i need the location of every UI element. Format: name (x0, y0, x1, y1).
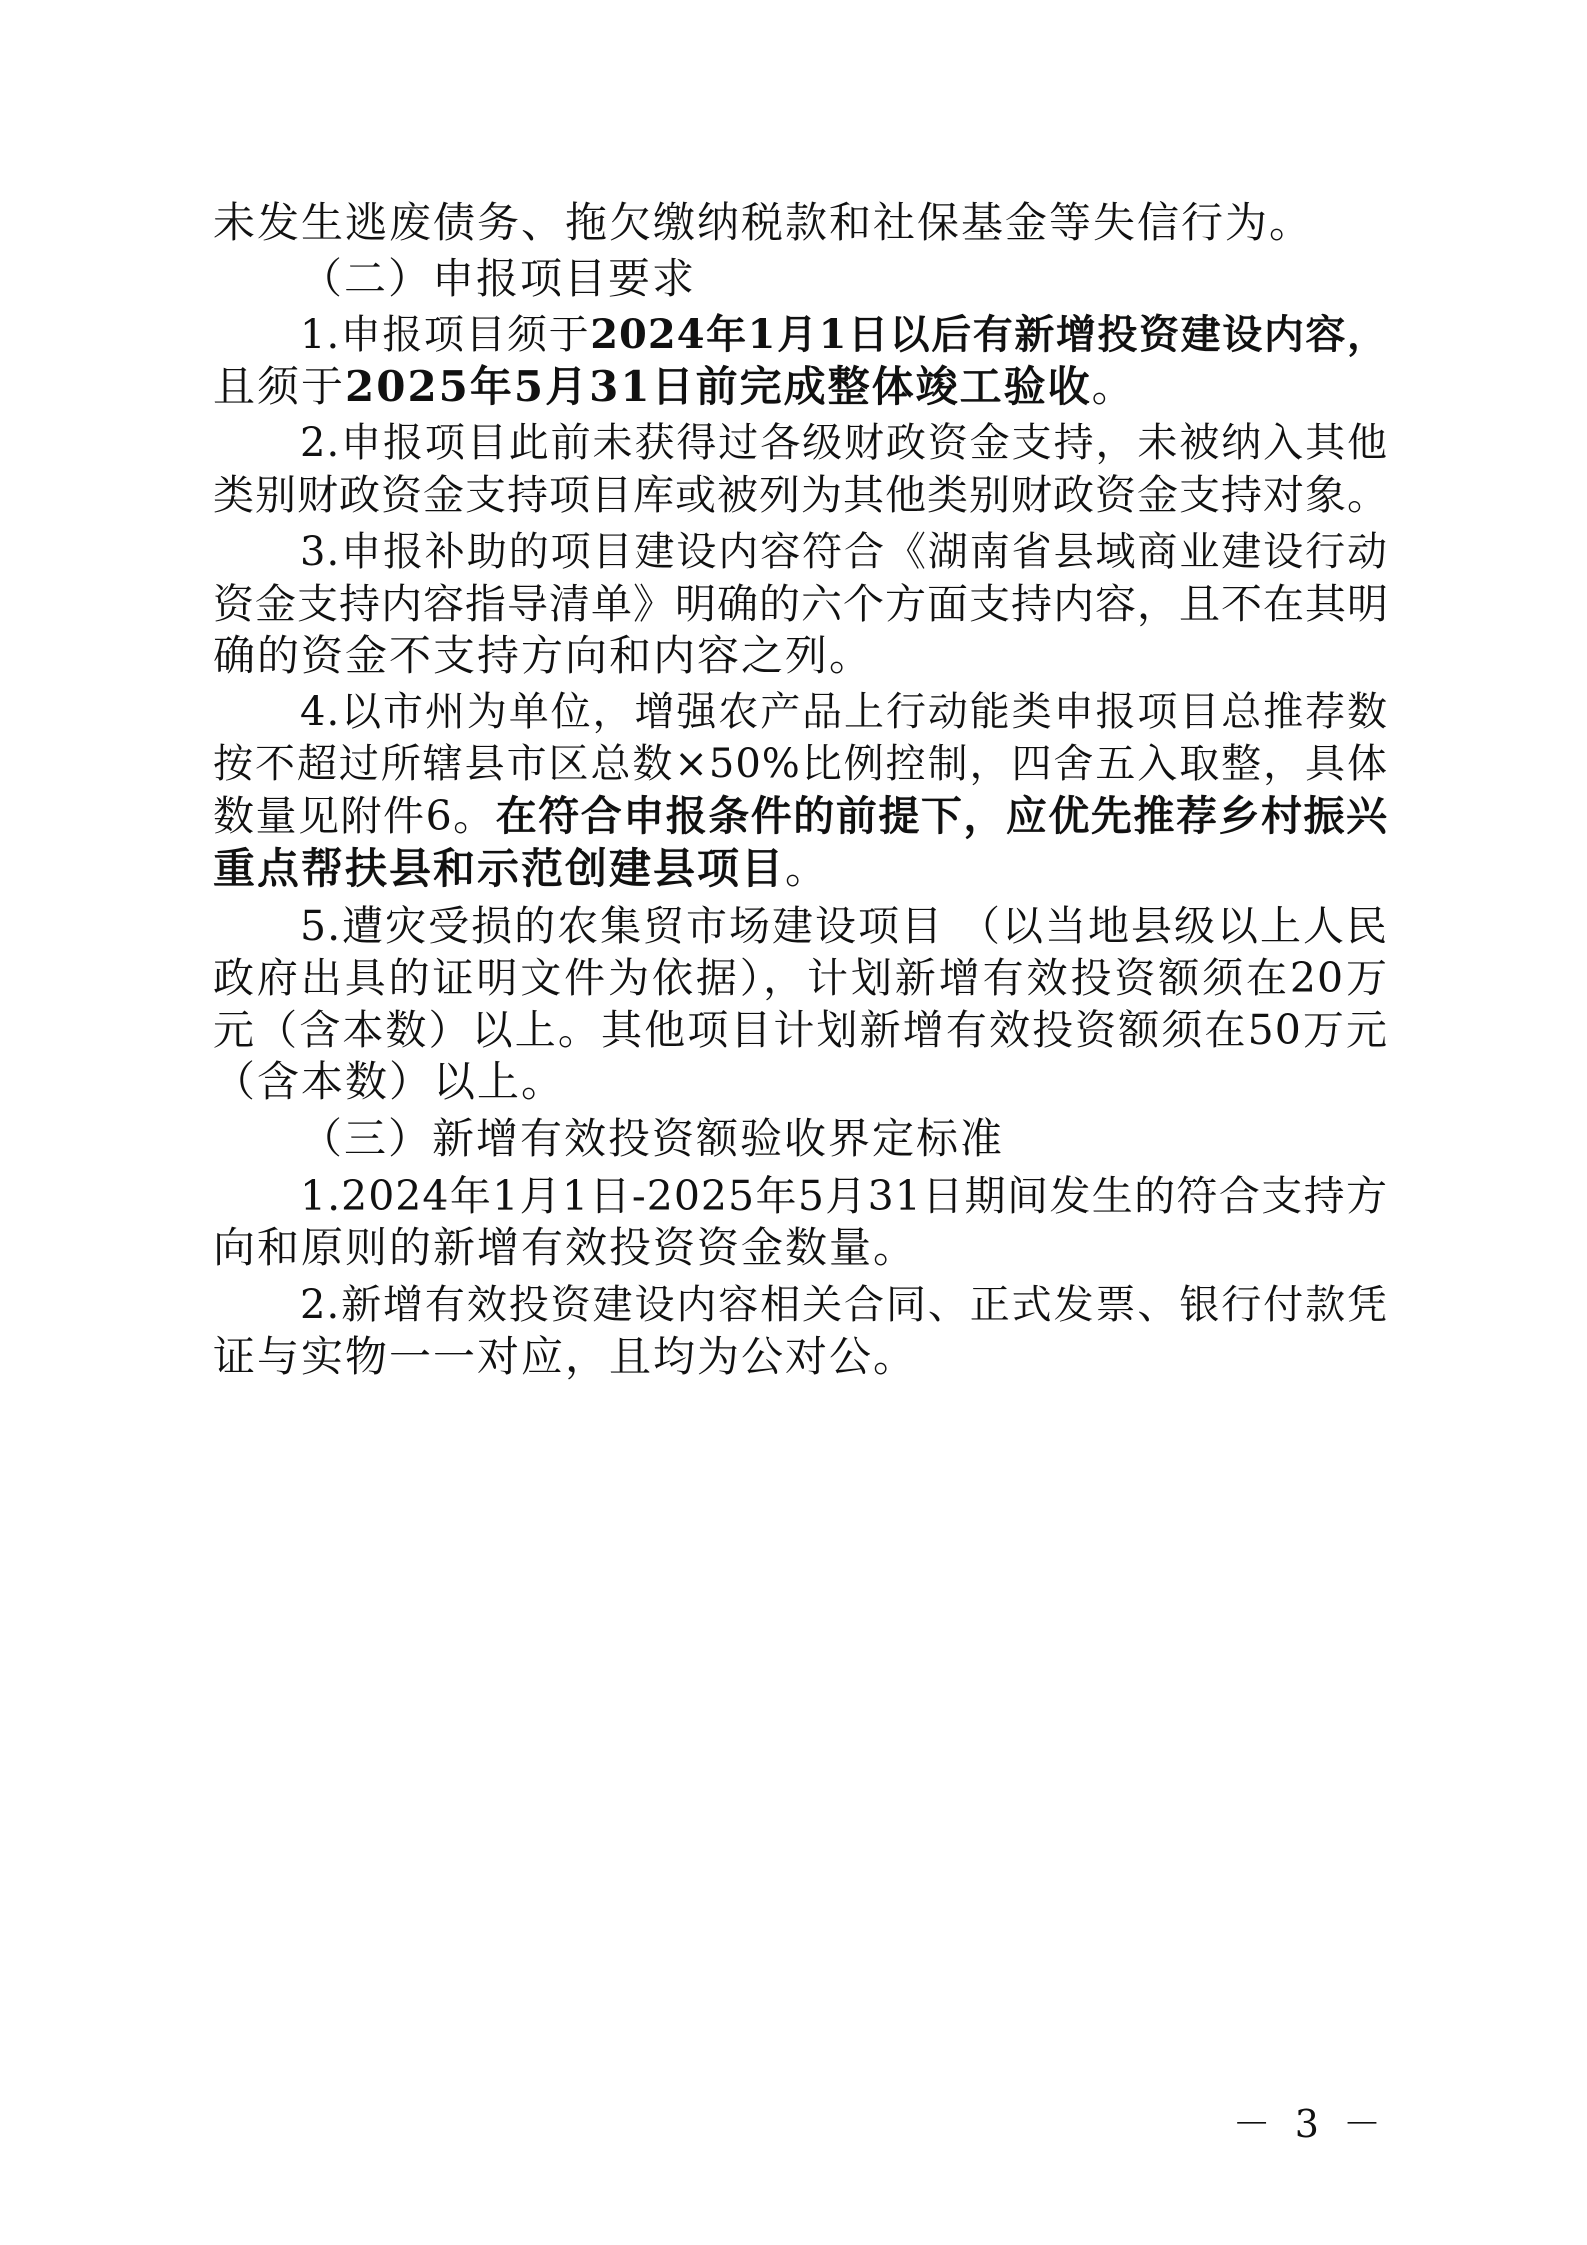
bold-text-segment: 2025年5月31日前完成整体竣工验收 (345, 362, 1092, 411)
body-text-line (300, 1170, 1388, 1222)
body-text-line (213, 1222, 1388, 1274)
body-text-line (213, 1056, 1388, 1108)
body-text-line (300, 900, 1388, 952)
text-segment: 按不超过所辖县市区总数×50%比例控制，四舍五入取整，具体 (213, 741, 1388, 787)
body-text-line (213, 790, 1388, 842)
body-text-line (300, 309, 1388, 361)
body-text-line (300, 1279, 1388, 1331)
text-segment: 3.申报补助的项目建设内容符合《湖南省县域商业建设行动 (300, 529, 1388, 575)
bold-text-segment: 2024年1月1日以后有新增投资建设内容， (590, 311, 1388, 358)
body-text-line (213, 1004, 1388, 1056)
text-segment: 证与实物一一对应，且均为公对公。 (213, 1332, 918, 1381)
body-text-line (213, 361, 1388, 413)
bold-text-segment: 在符合申报条件的前提下，应优先推荐乡村振兴 (495, 792, 1389, 840)
text-segment: 元（含本数）以上。其他项目计划新增有效投资额须在50万元 (213, 1006, 1388, 1054)
body-text-line (213, 952, 1388, 1004)
body-text-line (213, 738, 1388, 790)
text-segment: 2.新增有效投资建设内容相关合同、正式发票、银行付款凭 (300, 1282, 1388, 1328)
text-segment: 。 (1091, 362, 1136, 411)
body-text-line (213, 469, 1388, 521)
body-text-line (213, 1331, 1388, 1383)
text-segment: 。 (785, 844, 830, 893)
body-text-line (213, 578, 1388, 630)
text-segment: 4.以市州为单位，增强农产品上行动能类申报项目总推荐数 (300, 689, 1388, 735)
text-segment: 确的资金不支持方向和内容之列。 (213, 631, 874, 680)
text-segment: 向和原则的新增有效投资资金数量。 (213, 1223, 918, 1272)
body-text-line (213, 843, 1388, 895)
page-number: － 3 － (1232, 2102, 1387, 2146)
text-segment: 未发生逃废债务、拖欠缴纳税款和社保基金等失信行为。 (213, 198, 1314, 247)
text-segment: 且须于 (213, 362, 346, 411)
text-segment: （二）申报项目要求 (300, 254, 697, 303)
body-text-line (300, 686, 1388, 738)
text-segment: 5.遭灾受损的农集贸市场建设项目 （以当地县级以上人民 (300, 902, 1388, 950)
text-segment: 资金支持内容指导清单》明确的六个方面支持内容，且不在其明 (213, 580, 1389, 628)
body-text-line (300, 526, 1388, 578)
text-segment: 1.2024年1月1日-2025年5月31日期间发生的符合支持方 (300, 1172, 1388, 1220)
section-heading (300, 253, 1388, 305)
text-segment: （含本数）以上。 (213, 1057, 566, 1106)
text-segment: 类别财政资金支持项目库或被列为其他类别财政资金支持对象。 (213, 471, 1389, 519)
bold-text-segment: 重点帮扶县和示范创建县项目 (213, 844, 786, 893)
text-segment: 2.申报项目此前未获得过各级财政资金支持，未被纳入其他 (300, 420, 1388, 466)
section-heading (300, 1113, 1388, 1165)
body-text-line (213, 197, 1388, 249)
text-segment: 政府出具的证明文件为依据），计划新增有效投资额须在20万 (213, 954, 1388, 1002)
text-segment: （三）新增有效投资额验收界定标准 (300, 1114, 1005, 1163)
body-text-line (213, 630, 1388, 682)
body-text-line (300, 417, 1388, 469)
text-segment: 数量见附件6。 (213, 792, 496, 840)
text-segment: 1.申报项目须于 (300, 312, 591, 358)
